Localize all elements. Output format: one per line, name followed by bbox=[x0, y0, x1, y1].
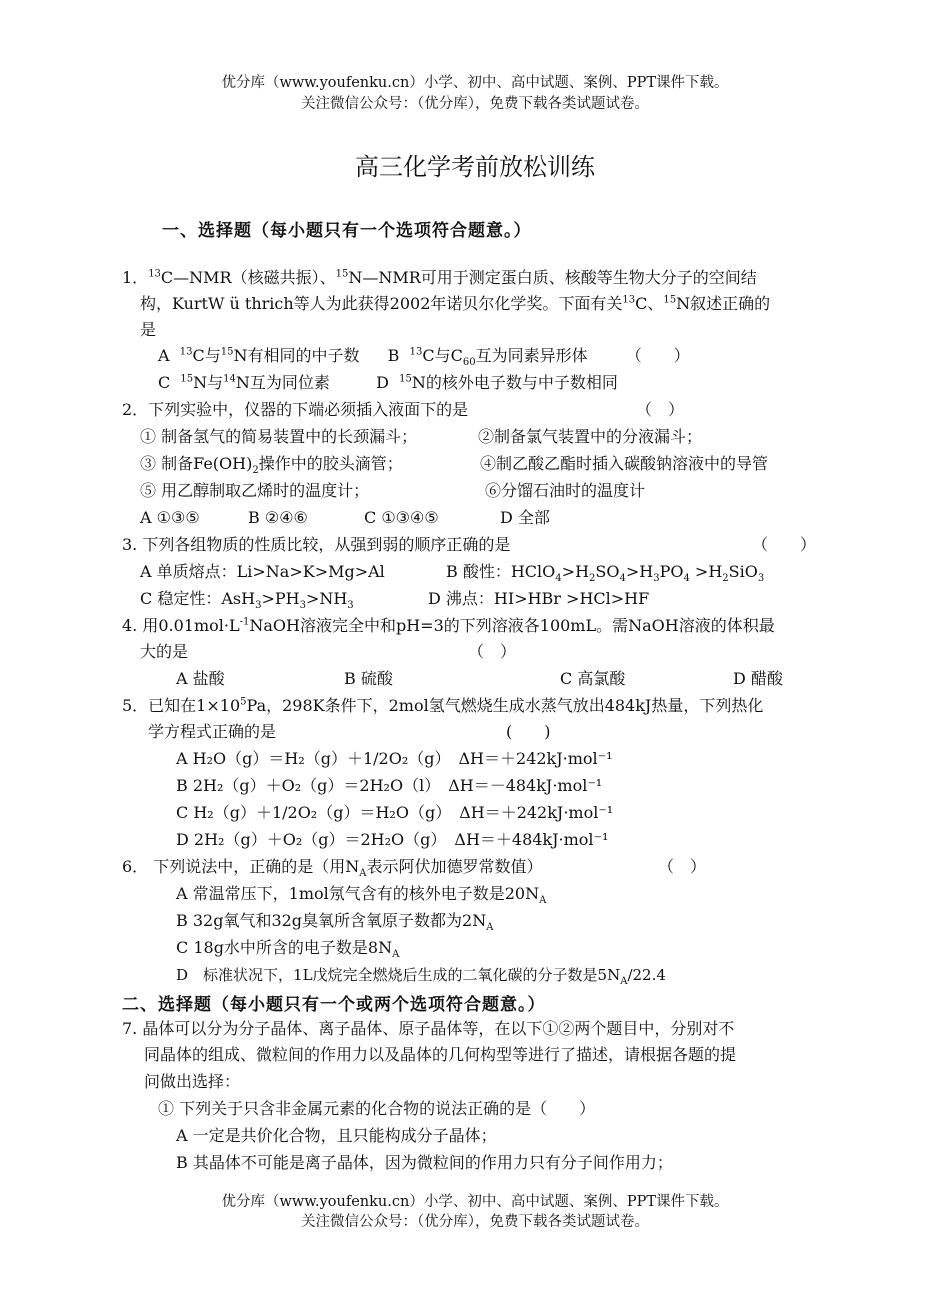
q7-sub-question-1: ① 下列关于只含非金属元素的化合物的说法正确的是（ ） bbox=[158, 1099, 596, 1118]
footer-line-2: 关注微信公众号：（优分库），免费下载各类试题试卷。 bbox=[301, 1214, 649, 1230]
q4-answer-paren: （ ） bbox=[468, 642, 517, 661]
q1-line-2: 构，KurtW ü thrich等人为此获得2002年诺贝尔化学奖。下面有关$^{13}$C、$^{15}$N叙述正确的 bbox=[140, 294, 771, 313]
q1-line-3: 是 bbox=[140, 320, 157, 339]
q5-option-a: A H₂O（g）＝H₂（g）＋1/2O₂（g） ΔH＝＋242kJ·mol⁻¹ bbox=[176, 749, 613, 768]
q2-answer-paren: （ ） bbox=[636, 400, 685, 419]
page-title: 高三化学考前放松训练 bbox=[355, 153, 595, 181]
header-line-1: 优分库（www.youfenku.cn）小学、初中、高中试题、案例、PPT课件下载。 bbox=[221, 75, 729, 91]
q4-line-1: 4. 用$0.01mol\cdot L^{-1}NaOH$溶液完全中和pH=3的下列溶液各100mL。需NaOH溶液的体积最 bbox=[122, 616, 775, 635]
footer-line-1: 优分库（www.youfenku.cn）小学、初中、高中试题、案例、PPT课件下载。 bbox=[221, 1194, 729, 1210]
q1-options-ab bbox=[158, 346, 690, 369]
q2-item-5: ⑤ 用乙醇制取乙烯时的温度计； bbox=[140, 481, 370, 500]
q3-option-a: A 单质熔点：Li>Na>K>Mg>Al bbox=[140, 562, 385, 581]
q3-answer-paren: （ ） bbox=[752, 535, 817, 554]
q1-option-d: D $^{15}$N的核外电子数与中子数相同 bbox=[376, 373, 618, 392]
q2-option-a: A ①③⑤ bbox=[140, 508, 200, 527]
q3-option-b: B 酸性：$HClO_4>H_2SO_4>H_3PO_4 >H_2SiO_3$ bbox=[446, 562, 765, 585]
q5-option-c: C H₂（g）＋1/2O₂（g）＝H₂O（g） ΔH＝＋242kJ·mol⁻¹ bbox=[176, 803, 614, 822]
q5-answer-paren: ( ) bbox=[506, 722, 551, 741]
q3-stem: 3. 下列各组物质的性质比较，从强到弱的顺序正确的是 bbox=[122, 535, 511, 554]
q4-line-2: 大的是 bbox=[140, 642, 189, 661]
q7-option-b: B 其晶体不可能是离子晶体，因为微粒间的作用力只有分子间作用力； bbox=[176, 1153, 673, 1172]
section-2-heading: 二、选择题（每小题只有一个或两个选项符合题意。） bbox=[122, 995, 546, 1015]
q2-option-d: D 全部 bbox=[500, 508, 550, 527]
q6-stem: 6． 下列说法中，正确的是（用$N_A$表示阿伏加德罗常数值） bbox=[122, 857, 543, 880]
q1-option-a: A $^{13}$C与$^{15}$N有相同的中子数 bbox=[158, 346, 360, 365]
q6-option-b: B 32g氧气和32g臭氧所含氧原子数都为$2N_A$ bbox=[176, 911, 494, 934]
q1-line-1: 1．$^{13}$C—NMR（核磁共振）、$^{15}$N—NMR可用于测定蛋白质、核酸等生物大分子的空间结 bbox=[122, 268, 757, 287]
q7-option-a: A 一定是共价化合物，且只能构成分子晶体； bbox=[176, 1126, 497, 1145]
q5-option-d: D 2H₂（g）＋O₂（g）＝2H₂O（g） ΔH＝＋484kJ·mol⁻¹ bbox=[176, 830, 609, 849]
q5-line-1: 5．已知在$1\times 10^5Pa$，298K条件下，2mol氢气燃烧生成水蒸气放出484kJ热量，下列热化 bbox=[122, 696, 764, 715]
q2-stem: 2．下列实验中，仪器的下端必须插入液面下的是 bbox=[122, 400, 469, 419]
q6-answer-paren: （ ） bbox=[658, 857, 707, 876]
header-line-2: 关注微信公众号：（优分库），免费下载各类试题试卷。 bbox=[301, 96, 649, 112]
q6-option-a: A 常温常压下，1mol氖气含有的核外电子数是$20N_A$ bbox=[176, 884, 547, 907]
q2-option-c: C ①③④⑤ bbox=[364, 508, 439, 527]
q2-option-b: B ②④⑥ bbox=[248, 508, 308, 527]
q1-option-c: C $^{15}$N与$^{14}$N互为同位素 bbox=[158, 373, 330, 392]
q4-option-c: C 高氯酸 bbox=[560, 669, 626, 688]
q7-line-2: 同晶体的组成、微粒间的作用力以及晶体的几何构型等进行了描述，请根据各题的提 bbox=[144, 1045, 737, 1064]
q7-line-3: 问做出选择： bbox=[144, 1072, 241, 1091]
q1-option-b: B $^{13}$C与$C_{60}$互为同素异形体 bbox=[387, 346, 588, 369]
section-1-heading: 一、选择题（每小题只有一个选项符合题意。） bbox=[162, 221, 532, 241]
q5-line-2: 学方程式正确的是 bbox=[148, 722, 277, 741]
q4-option-b: B 硫酸 bbox=[344, 669, 393, 688]
q2-item-2: ②制备氯气装置中的分液漏斗； bbox=[478, 427, 703, 446]
q7-line-1: 7. 晶体可以分为分子晶体、离子晶体、原子晶体等，在以下①②两个题目中，分别对不 bbox=[122, 1019, 735, 1038]
q1-answer-paren: （ ） bbox=[625, 346, 690, 365]
q1-options-cd bbox=[158, 373, 618, 393]
q3-option-c: C 稳定性：$AsH_3>PH_3>NH_3$ bbox=[140, 589, 354, 612]
q6-option-d: D 标准状况下，1L戊烷完全燃烧后生成的二氧化碳的分子数是$5N_A/22.4$ bbox=[176, 966, 666, 987]
q3-option-d: D 沸点：HI>HBr >HCl>HF bbox=[428, 589, 650, 608]
q2-item-3: ③ 制备$Fe(OH)_2$操作中的胶头滴管； bbox=[140, 454, 403, 477]
q6-option-c: C 18g水中所含的电子数是$8N_A$ bbox=[176, 938, 400, 961]
q4-option-d: D 醋酸 bbox=[733, 669, 783, 688]
q2-item-4: ④制乙酸乙酯时插入碳酸钠溶液中的导管 bbox=[480, 454, 769, 473]
q2-item-6: ⑥分馏石油时的温度计 bbox=[485, 481, 646, 500]
q2-item-1: ① 制备氢气的简易装置中的长颈漏斗； bbox=[140, 427, 418, 446]
q5-option-b: B 2H₂（g）＋O₂（g）＝2H₂O（l） ΔH＝－484kJ·mol⁻¹ bbox=[176, 776, 603, 795]
q4-option-a: A 盐酸 bbox=[176, 669, 225, 688]
